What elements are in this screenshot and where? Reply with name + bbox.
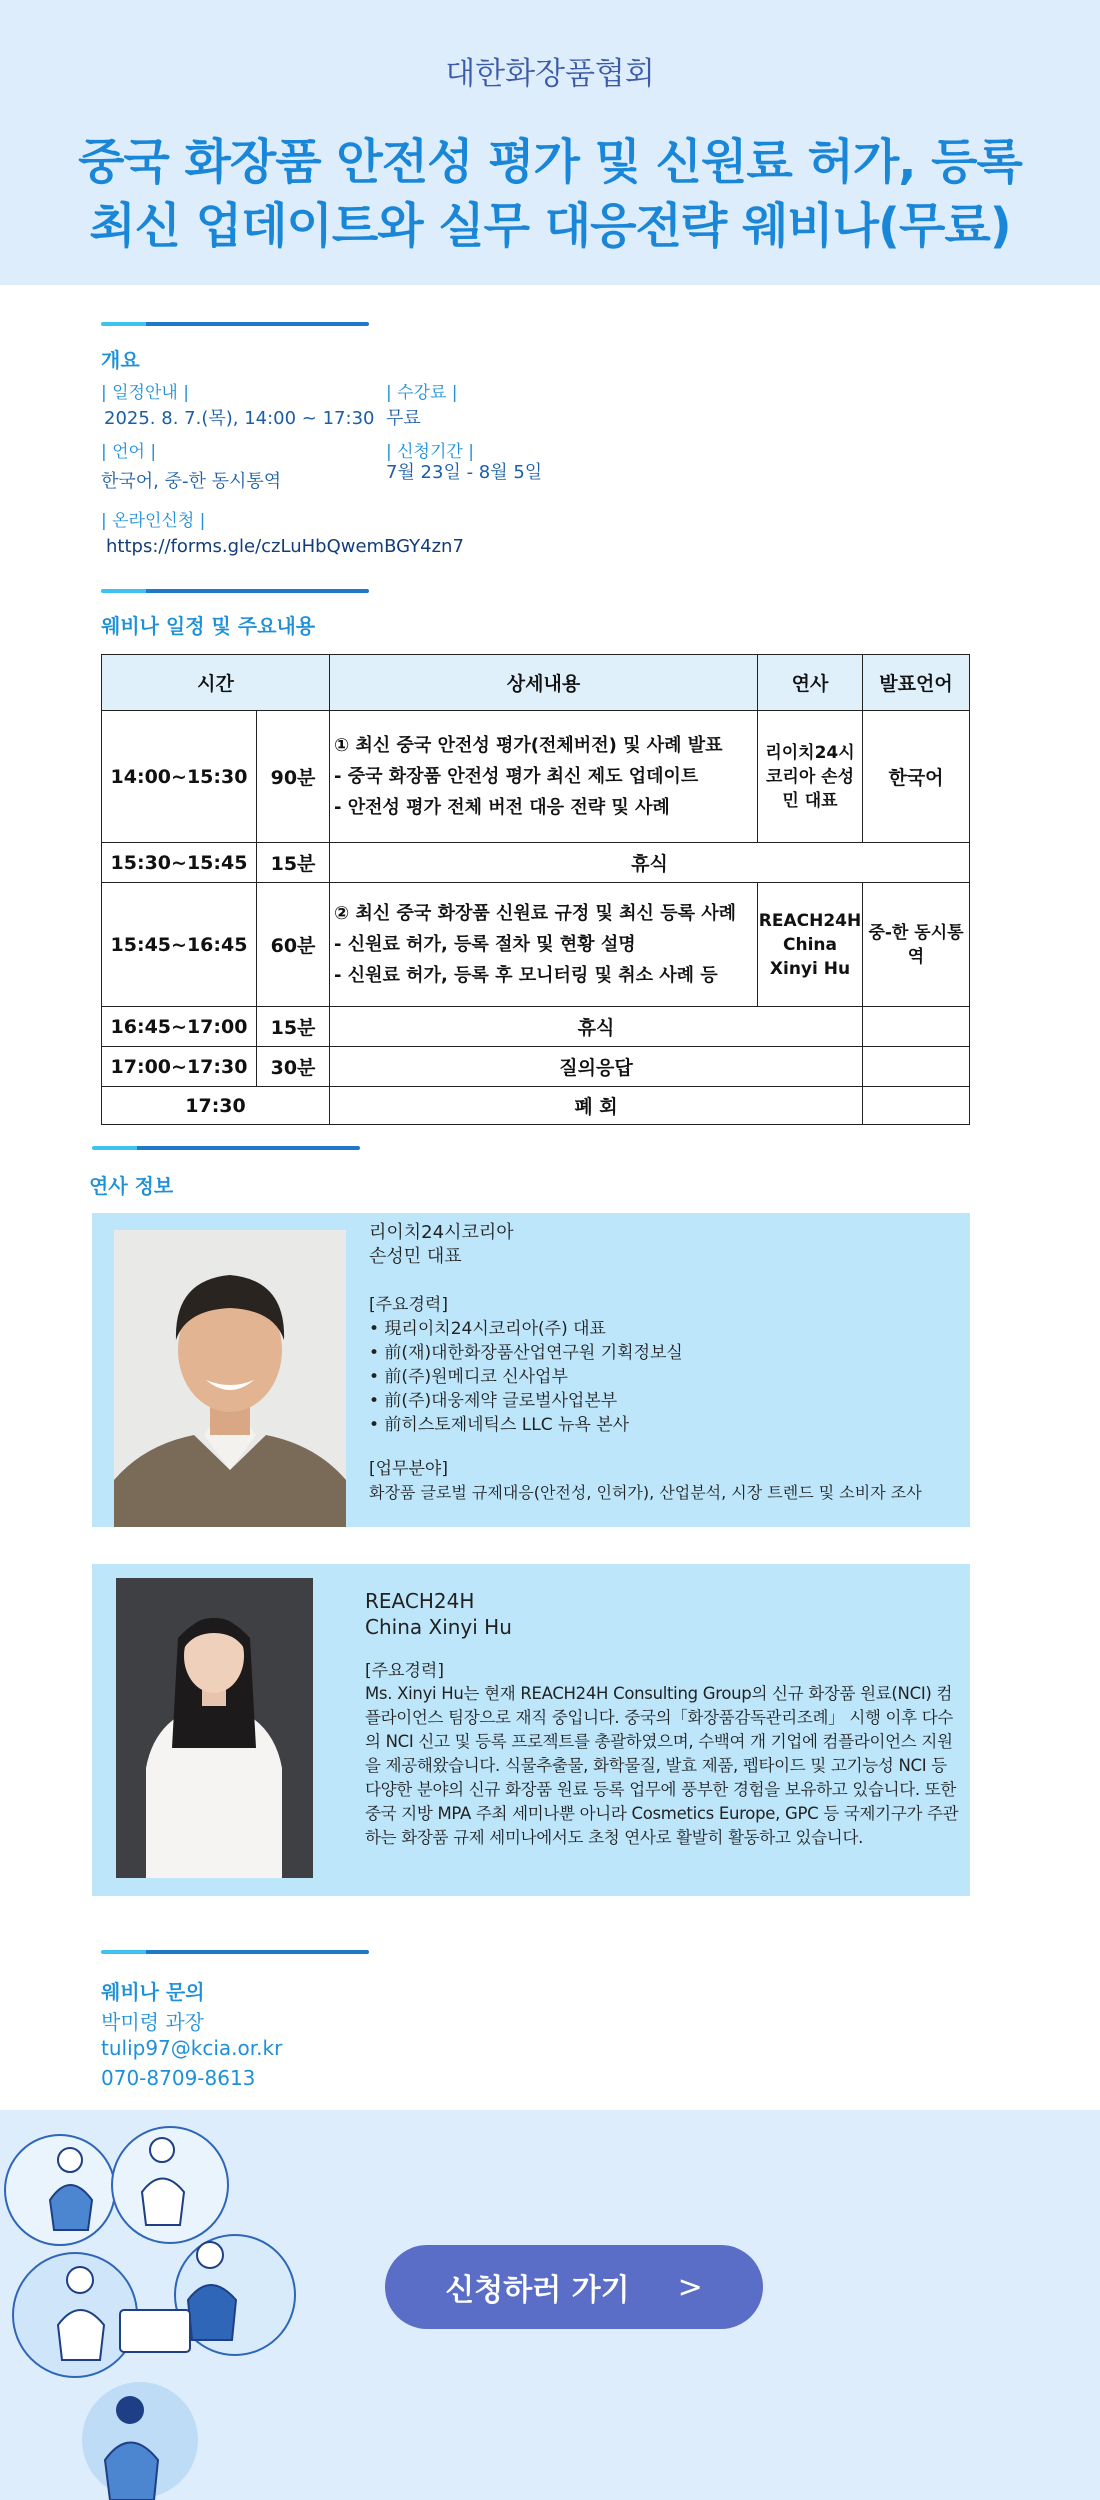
field-label: [업무분야] — [369, 1459, 448, 1479]
section-divider — [101, 1950, 369, 1954]
speaker-company: REACH24H — [365, 1589, 475, 1613]
row-speaker: 리이치24시 코리아 손성민 대표 — [758, 711, 863, 843]
inquiry-email[interactable]: tulip97@kcia.or.kr — [101, 2036, 283, 2060]
career-item: • 前히스토제네틱스 LLC 뉴욕 본사 — [369, 1415, 630, 1435]
row-duration: 30분 — [257, 1047, 330, 1087]
table-row — [102, 1047, 970, 1087]
online-label: | 온라인신청 | — [101, 511, 206, 531]
header-language: 발표언어 — [863, 655, 970, 711]
header-speaker: 연사 — [758, 655, 863, 711]
title-line-1: 중국 화장품 안전성 평가 및 신원료 허가, 등록 — [78, 134, 1022, 190]
speaker-company: 리이치24시코리아 — [369, 1222, 514, 1243]
career-item: • 前(주)원메디코 신사업부 — [369, 1367, 568, 1387]
language-value: 한국어, 중-한 동시통역 — [101, 471, 282, 492]
language-label: | 언어 | — [101, 442, 157, 462]
section-divider — [101, 589, 369, 593]
fee-label: | 수강료 | — [386, 383, 458, 403]
online-application-link[interactable]: https://forms.gle/czLuHbQwemBGY4zn7 — [106, 536, 464, 557]
career-label: [주요경력] — [365, 1661, 444, 1681]
fee-value: 무료 — [386, 408, 421, 429]
row-empty-cell — [863, 1007, 970, 1047]
apply-button[interactable] — [385, 2245, 763, 2329]
row-detail: 휴식 — [330, 1007, 863, 1047]
table-row — [102, 711, 970, 843]
row-time: 15:30~15:45 — [102, 843, 257, 883]
row-duration: 60분 — [257, 883, 330, 1007]
row-language: 한국어 — [863, 711, 970, 843]
field-value: 화장품 글로벌 규제대응(안전성, 인허가), 산업분석, 시장 트렌드 및 소비자 조사 — [369, 1483, 922, 1502]
table-row — [102, 1007, 970, 1047]
speakers-title: 연사 정보 — [89, 1174, 174, 1198]
chevron-right-icon: > — [677, 2269, 703, 2305]
row-time: 16:45~17:00 — [102, 1007, 257, 1047]
header-banner — [0, 0, 1100, 285]
table-row — [102, 883, 970, 1007]
speaker-photo — [114, 1230, 346, 1527]
row-time: 17:00~17:30 — [102, 1047, 257, 1087]
schedule-title: 웨비나 일정 및 주요내용 — [101, 614, 316, 638]
speaker-card — [92, 1213, 970, 1527]
speaker-photo — [116, 1578, 313, 1878]
inquiry-title: 웨비나 문의 — [101, 1980, 205, 2004]
overview-title: 개요 — [101, 348, 140, 372]
row-duration: 15분 — [257, 1007, 330, 1047]
row-detail: 질의응답 — [330, 1047, 863, 1087]
row-time: 15:45~16:45 — [102, 883, 257, 1007]
inquiry-contact: 박미령 과장 — [101, 2010, 204, 2034]
row-time: 17:30 — [102, 1087, 330, 1125]
row-detail: 폐 회 — [330, 1087, 863, 1125]
table-row — [102, 843, 970, 883]
row-time: 14:00~15:30 — [102, 711, 257, 843]
row-detail: ② 최신 중국 화장품 신원료 규정 및 최신 등록 사례 - 신원료 허가, 등록 절차 및 현황 설명 - 신원료 허가, 등록 후 모니터링 및 취소 사례 등 — [330, 883, 758, 1007]
title-line-2: 최신 업데이트와 실무 대응전략 웨비나(무료) — [89, 198, 1011, 254]
period-label: | 신청기간 | — [386, 442, 474, 462]
row-empty-cell — [863, 1047, 970, 1087]
period-value: 7월 23일 - 8월 5일 — [386, 462, 543, 483]
speaker-card — [92, 1564, 970, 1896]
inquiry-phone: 070-8709-8613 — [101, 2066, 256, 2090]
people-illustration — [0, 2110, 320, 2500]
header-detail: 상세내용 — [330, 655, 758, 711]
speaker-bio: Ms. Xinyi Hu는 현재 REACH24H Consulting Group의 신규 화장품 원료(NCI) 컴플라이언스 팀장으로 재직 중입니다. 중국의「화장품감독관리조례」 시행 이후 다수의 NCI 신고 및 등록 프로젝트를 총괄하였으며, 수백여 개 기업에 컴플라이언스 지원을 제공해왔습니다. 식물추출물, 화학물질, 발효 제품, 펩타이드 및 고기능성 NCI 등 다양한 분야의 신규 화장품 원료 등록 업무에 풍부한 경험을 보유하고 있습니다. 또한 중국 지방 MPA 주최 세미나뿐 아니라 Cosmetics Europe, GPC 등 국제기구가 주관하는 화장품 규제 세미나에서도 초청 연사로 활발히 활동하고 있습니다. — [365, 1684, 959, 1847]
row-empty-cell — [863, 1087, 970, 1125]
speaker-info — [365, 1588, 965, 1850]
schedule-table — [101, 654, 970, 1125]
career-item: • 前(재)대한화장품산업연구원 기획정보실 — [369, 1343, 683, 1363]
row-detail: 휴식 — [330, 843, 970, 883]
career-item: • 現리이치24시코리아(주) 대표 — [369, 1319, 606, 1339]
apply-button-label: 신청하러 가기 — [445, 2273, 630, 2308]
schedule-label: | 일정안내 | — [101, 383, 189, 403]
section-divider — [92, 1146, 360, 1150]
row-duration: 90분 — [257, 711, 330, 843]
section-divider — [101, 322, 369, 326]
career-label: [주요경력] — [369, 1295, 448, 1315]
table-header-row — [102, 655, 970, 711]
speaker-info — [369, 1221, 959, 1505]
header-time: 시간 — [102, 655, 330, 711]
speaker-name: China Xinyi Hu — [365, 1615, 512, 1639]
speaker-name: 손성민 대표 — [369, 1246, 462, 1267]
page-title — [0, 130, 1100, 258]
row-language: 중-한 동시통역 — [863, 883, 970, 1007]
table-row — [102, 1087, 970, 1125]
organization-name: 대한화장품협회 — [445, 56, 655, 92]
row-detail: ① 최신 중국 안전성 평가(전체버전) 및 사례 발표 - 중국 화장품 안전성 평가 최신 제도 업데이트 - 안전성 평가 전체 버전 대응 전략 및 사례 — [330, 711, 758, 843]
row-speaker: REACH24H China Xinyi Hu — [758, 883, 863, 1007]
schedule-value: 2025. 8. 7.(목), 14:00 ~ 17:30 — [104, 408, 375, 429]
row-duration: 15분 — [257, 843, 330, 883]
career-item: • 前(주)대웅제약 글로벌사업본부 — [369, 1391, 618, 1411]
